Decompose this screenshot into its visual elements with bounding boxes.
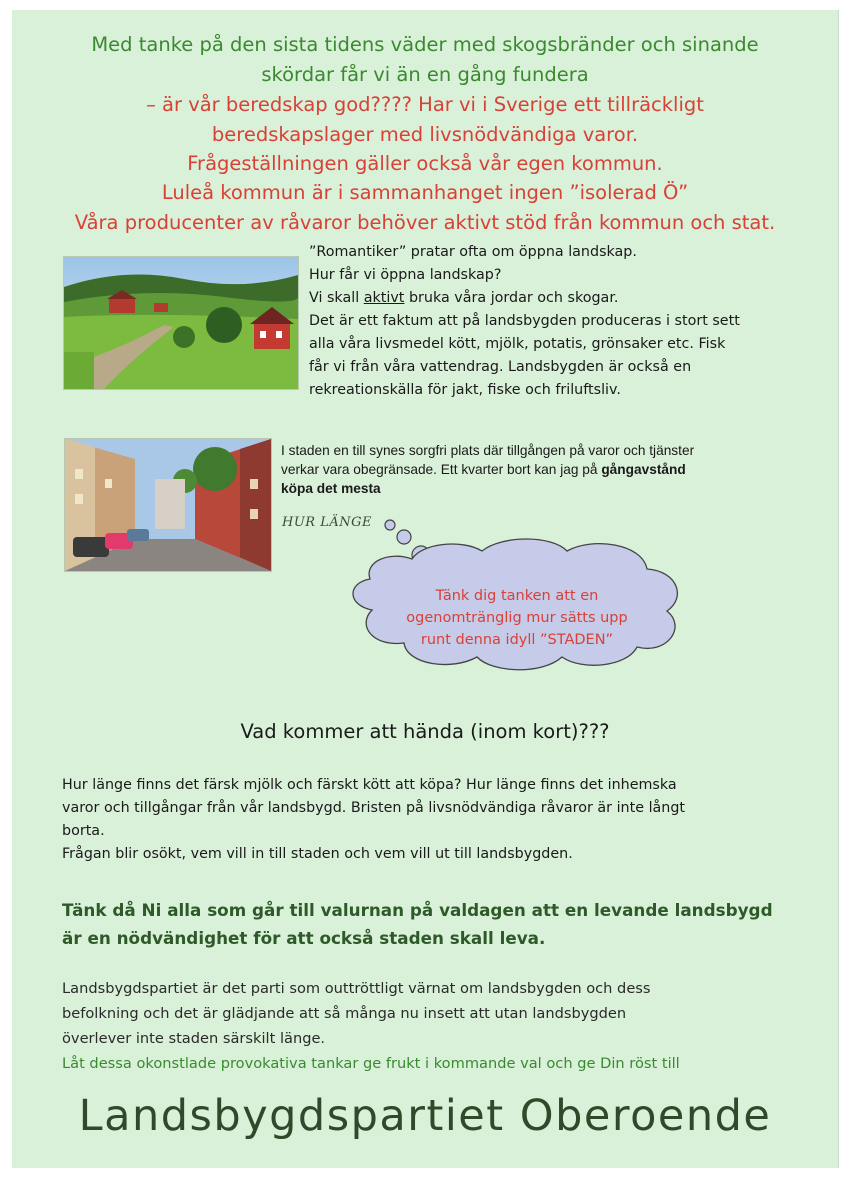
city-line-2-bold: gångavstånd: [601, 462, 686, 477]
cloud-line-2: ogenomtränglig mur sätts upp: [406, 610, 628, 626]
city-street-photo: [64, 438, 272, 572]
rural-line-3-underlined: aktivt: [363, 290, 405, 306]
para1-line-3: borta.: [62, 823, 105, 839]
intro-line-1: Med tanke på den sista tidens väder med skogsbränder och sinande: [91, 33, 759, 56]
intro-line-4: beredskapslager med livsnödvändiga varor.: [211, 123, 639, 146]
rural-landscape-photo: [63, 256, 299, 390]
city-line-3: köpa det mesta: [281, 481, 381, 496]
para1-line-1: Hur länge finns det färsk mjölk och färskt kött att köpa? Hur länge finns det inhemska: [62, 777, 677, 793]
intro-line-6: Luleå kommun är i sammanhanget ingen ”isolerad Ö”: [161, 181, 689, 204]
flyer-page: [12, 10, 839, 1168]
city-line-2: [281, 460, 686, 479]
section-heading: Vad kommer att hända (inom kort)???: [240, 720, 610, 743]
bold-para-line-1: Tänk då Ni alla som går till valurnan på valdagen att en levande landsbygd: [62, 900, 773, 920]
city-line-2-pre: verkar vara obegränsade. Ett kvarter bort kan jag på: [281, 462, 602, 477]
intro-line-3: – är vår beredskap god???? Har vi i Sverige ett tillräckligt: [146, 93, 704, 116]
rural-line-7: rekreationskälla för jakt, fiske och friluftsliv.: [309, 382, 621, 398]
rural-line-1: ”Romantiker” pratar ofta om öppna landskap.: [309, 244, 637, 260]
closing-line: Låt dessa okonstlade provokativa tankar ge frukt i kommande val och ge Din röst till: [62, 1055, 680, 1072]
rural-line-2: Hur får vi öppna landskap?: [309, 267, 502, 283]
para2-line-1: Landsbygdspartiet är det parti som outtröttligt värnat om landsbygden och dess: [62, 980, 651, 997]
rural-line-5: alla våra livsmedel kött, mjölk, potatis, grönsaker etc. Fisk: [309, 336, 726, 352]
cloud-line-1: Tänk dig tanken att en: [435, 588, 599, 604]
para1-line-4: Frågan blir osökt, vem vill in till staden och vem vill ut till landsbygden.: [62, 846, 573, 862]
party-name: Landsbygdspartiet Oberoende: [78, 1091, 772, 1141]
intro-line-7: Våra producenter av råvaror behöver aktivt stöd från kommun och stat.: [74, 211, 776, 234]
para2-line-3: överlever inte staden särskilt länge.: [62, 1030, 326, 1047]
rural-line-4: Det är ett faktum att på landsbygden produceras i stort sett: [309, 313, 740, 329]
city-line-1: I staden en till synes sorgfri plats där tillgången på varor och tjänster: [281, 443, 695, 458]
rural-line-6: får vi från våra vattendrag. Landsbygden är också en: [309, 359, 692, 375]
para2-line-2: befolkning och det är glädjande att så många nu insett att utan landsbygden: [62, 1005, 627, 1022]
cloud-line-3: runt denna idyll ”STADEN”: [420, 632, 614, 648]
rural-line-3-post: bruka våra jordar och skogar.: [404, 290, 619, 306]
intro-line-2: skördar får vi än en gång fundera: [261, 63, 589, 86]
hur-lange-text: HUR LÄNGE: [282, 515, 372, 530]
para1-line-2: varor och tillgångar från vår landsbygd. Bristen på livsnödvändiga råvaror är inte långt: [62, 800, 686, 816]
rural-line-3: [309, 287, 618, 310]
intro-line-5: Frågeställningen gäller också vår egen kommun.: [187, 152, 663, 175]
rural-line-3-pre: Vi skall: [309, 290, 364, 306]
bold-para-line-2: är en nödvändighet för att också staden skall leva.: [62, 928, 546, 948]
